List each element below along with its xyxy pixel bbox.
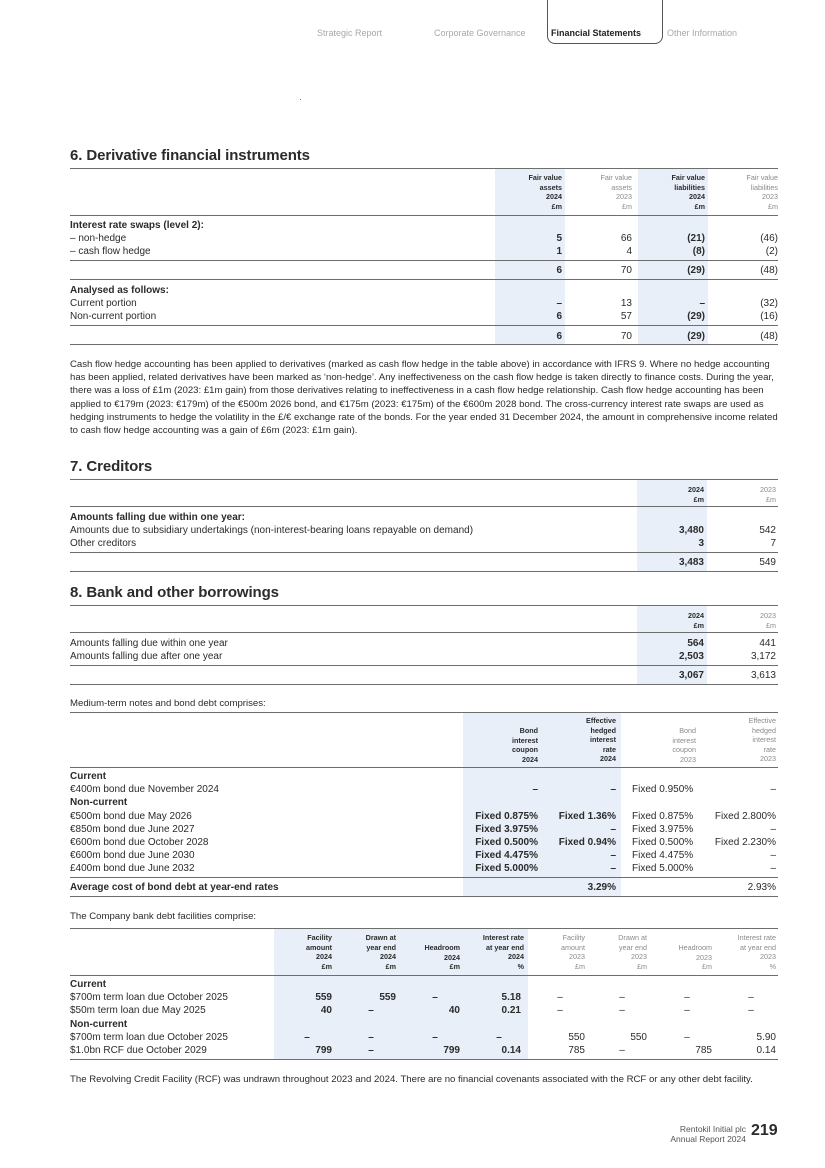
row-label: $50m term loan due May 2025 — [70, 1005, 206, 1016]
cell-value: – — [770, 824, 776, 835]
column-header: Interest rate at year end 2024 % — [482, 933, 524, 971]
row-label: Amounts falling due within one year — [70, 638, 228, 649]
column-header: Fair value liabilities 2023 £m — [746, 173, 778, 211]
cell-value: Fixed 0.875% — [475, 811, 538, 822]
cell-value: – — [748, 1005, 754, 1016]
cell-value: – — [368, 1032, 374, 1043]
cell-value: 799 — [315, 1045, 332, 1056]
average-cost-label: Average cost of bond debt at year-end rates — [70, 882, 279, 893]
rule — [70, 767, 778, 768]
cell-value: – — [619, 1005, 625, 1016]
cell-value: 550 — [568, 1032, 585, 1043]
cell-value: – — [770, 784, 776, 795]
cell-value: (16) — [760, 311, 778, 322]
cell-value: 564 — [687, 638, 704, 649]
row-label: Current portion — [70, 298, 137, 309]
cell-value: 70 — [620, 265, 632, 276]
cell-value: 40 — [448, 1005, 460, 1016]
cell-value: 4 — [626, 246, 632, 257]
cell-value: – — [496, 1032, 502, 1043]
column-header: 2023 £m — [760, 485, 776, 504]
row-heading: Analysed as follows: — [70, 285, 169, 296]
cell-value: 3 — [698, 538, 704, 549]
row-label: Other creditors — [70, 538, 137, 549]
column-header: Effective hedged interest rate 2023 — [748, 716, 776, 764]
derivatives-paragraph: Cash flow hedge accounting has been applied to derivatives (marked as cash flow hedge in the table above) in accordance with IFRS 9. Where no hedge accounting has been applied, related derivatives have been marked as ‘non-hedge’. Any ineffectiveness on the cash flow hedge is taken directly to finance costs. During the year, there was a loss of £1m (2023: £1m gain) from those derivatives relating to ineffectiveness in a cash flow hedge relationship. Cash flow hedge accounting has been applied to €179m (2023: €179m) of the €500m 2026 bond, and €175m (2023: €175m) of the €600m 2028 bond. The cross-currency interest rate swaps are used as hedging instruments to hedge the volatility in the £/€ exchange rate of the bonds. For the year ended 31 December 2024, the amount in comprehensive income related to cash flow hedge accounting was a gain of £6m (2023: £1m gain). — [70, 359, 778, 437]
average-cost-2023: 2.93% — [747, 882, 776, 893]
rule — [70, 1059, 778, 1060]
column-header: Drawn at year end 2023 £m — [618, 933, 647, 971]
cell-value: 1 — [556, 246, 562, 257]
cell-value: – — [748, 992, 754, 1003]
rule — [70, 215, 778, 216]
tab-financial-statements[interactable]: Financial Statements — [551, 28, 642, 38]
footer-company: Rentokil Initial plc — [679, 1124, 746, 1134]
cell-value: – — [684, 1032, 690, 1043]
cell-value: (8) — [692, 246, 705, 257]
cell-value: 13 — [620, 298, 632, 309]
cell-value: – — [532, 784, 538, 795]
average-cost-2024: 3.29% — [587, 882, 616, 893]
top-navigation — [0, 0, 825, 46]
row-heading: Current — [70, 979, 107, 990]
cell-value: – — [557, 992, 563, 1003]
cell-value: 559 — [379, 992, 396, 1003]
cell-value: 550 — [630, 1032, 647, 1043]
cell-value: 3,480 — [678, 525, 704, 536]
facilities-intro: The Company bank debt facilities comprise: — [70, 911, 257, 922]
cell-value: 6 — [556, 331, 562, 342]
page-number: 219 — [751, 1122, 778, 1139]
rule — [70, 279, 778, 280]
cell-value: 542 — [759, 525, 776, 536]
column-header: Bond interest coupon 2023 — [672, 726, 696, 764]
cell-value: 0.14 — [756, 1045, 776, 1056]
row-label: €400m bond due November 2024 — [70, 784, 219, 795]
column-header: Facility amount 2024 £m — [306, 933, 332, 971]
column-header: Drawn at year end 2024 £m — [365, 933, 396, 971]
facilities-note: The Revolving Credit Facility (RCF) was undrawn throughout 2023 and 2024. There are no financial covenants associated with the RCF or any other debt facility. — [70, 1074, 753, 1085]
cell-value: 559 — [315, 992, 332, 1003]
cell-value: – — [610, 850, 616, 861]
row-label: – non-hedge — [70, 233, 127, 244]
cell-value: – — [432, 992, 438, 1003]
cell-value: – — [770, 863, 776, 874]
cell-value: Fixed 0.875% — [632, 811, 694, 822]
cell-value: 785 — [568, 1045, 585, 1056]
section-title-derivatives: 6. Derivative financial instruments — [70, 147, 310, 164]
cell-value: 0.21 — [501, 1005, 521, 1016]
cell-value: 3,172 — [750, 651, 776, 662]
row-heading: Interest rate swaps (level 2): — [70, 220, 204, 231]
cell-value: Fixed 0.500% — [475, 837, 538, 848]
column-header: Interest rate at year end 2023 % — [737, 933, 776, 971]
cell-value: – — [610, 863, 616, 874]
row-label: – cash flow hedge — [70, 246, 151, 257]
cell-value: 3,067 — [678, 670, 704, 681]
cell-value: (29) — [687, 331, 705, 342]
column-header: Headroom 2023 £m — [678, 943, 712, 972]
cell-value: 6 — [556, 265, 562, 276]
cell-value: 3,613 — [750, 670, 776, 681]
row-label: $700m term loan due October 2025 — [70, 992, 228, 1003]
cell-value: 785 — [695, 1045, 712, 1056]
tab-corporate-governance[interactable]: Corporate Governance — [434, 28, 526, 38]
rule — [70, 712, 778, 713]
cell-value: 3,483 — [678, 557, 704, 568]
cell-value: (48) — [760, 331, 778, 342]
column-header: Bond interest coupon 2024 — [512, 726, 538, 764]
cell-value: (29) — [687, 311, 705, 322]
cell-value: Fixed 4.475% — [475, 850, 538, 861]
column-header: Fair value liabilities 2024 £m — [671, 173, 705, 211]
bonds-intro: Medium-term notes and bond debt comprises: — [70, 698, 266, 709]
cell-value: 2,503 — [678, 651, 704, 662]
rule — [70, 877, 778, 878]
rule — [70, 344, 778, 345]
rule — [70, 552, 778, 553]
cell-value: (21) — [687, 233, 705, 244]
row-label: Amounts falling due after one year — [70, 651, 223, 662]
cell-value: Fixed 3.975% — [475, 824, 538, 835]
cell-value: 70 — [620, 331, 632, 342]
column-header: Facility amount 2023 £m — [561, 933, 585, 971]
cell-value: – — [368, 1005, 374, 1016]
row-heading: Non-current — [70, 797, 128, 808]
cell-value: – — [699, 298, 705, 309]
cell-value: Fixed 5.000% — [475, 863, 538, 874]
footer-report: Annual Report 2024 — [670, 1134, 746, 1144]
column-header: 2023 £m — [760, 611, 776, 630]
cell-value: 57 — [620, 311, 632, 322]
column-header: 2024 £m — [688, 611, 704, 630]
column-header: Effective hedged interest rate 2024 — [586, 716, 616, 764]
column-header: Fair value assets 2023 £m — [600, 173, 632, 211]
cell-value: 549 — [759, 557, 776, 568]
cell-value: – — [368, 1045, 374, 1056]
row-label: €600m bond due October 2028 — [70, 837, 209, 848]
cell-value: Fixed 0.950% — [632, 784, 694, 795]
cell-value: Fixed 5.000% — [632, 863, 694, 874]
cell-value: 7 — [770, 538, 776, 549]
row-label: €850m bond due June 2027 — [70, 824, 195, 835]
cell-value: – — [610, 824, 616, 835]
cell-value: 5.18 — [501, 992, 521, 1003]
tab-other-information[interactable]: Other Information — [667, 28, 738, 38]
cell-value: Fixed 0.94% — [558, 837, 616, 848]
section-title-creditors: 7. Creditors — [70, 458, 153, 475]
rule — [70, 665, 778, 666]
cell-value: – — [610, 784, 616, 795]
row-label: €600m bond due June 2030 — [70, 850, 195, 861]
row-label: $1.0bn RCF due October 2029 — [70, 1045, 207, 1056]
cell-value: 5.90 — [756, 1032, 776, 1043]
cell-value: Fixed 3.975% — [632, 824, 694, 835]
cell-value: 441 — [759, 638, 776, 649]
rule — [70, 632, 778, 633]
rule — [70, 260, 778, 261]
row-label: Amounts due to subsidiary undertakings (non-interest-bearing loans repayable on demand) — [70, 525, 474, 536]
row-label: £400m bond due June 2032 — [70, 863, 195, 874]
cell-value: 6 — [556, 311, 562, 322]
rule — [70, 506, 778, 507]
cell-value: – — [684, 1005, 690, 1016]
cell-value: 40 — [320, 1005, 332, 1016]
cell-value: Fixed 4.475% — [632, 850, 694, 861]
rule — [70, 975, 778, 976]
rule — [70, 571, 778, 572]
cell-value: Fixed 2.230% — [714, 837, 776, 848]
section-title-borrowings: 8. Bank and other borrowings — [70, 584, 279, 601]
cell-value: 5 — [556, 233, 562, 244]
cell-value: (46) — [760, 233, 778, 244]
cell-value: 66 — [620, 233, 632, 244]
rule — [70, 684, 778, 685]
column-header: 2024 £m — [688, 485, 704, 504]
column-header: Fair value assets 2024 £m — [528, 173, 562, 211]
cell-value: Fixed 2.800% — [714, 811, 776, 822]
column-header: Headroom 2024 £m — [424, 943, 460, 972]
stray-dot — [300, 99, 301, 100]
row-heading: Amounts falling due within one year: — [70, 512, 246, 523]
cell-value: Fixed 1.36% — [558, 811, 616, 822]
cell-value: – — [619, 1045, 625, 1056]
cell-value: (48) — [760, 265, 778, 276]
tab-strategic-report[interactable]: Strategic Report — [317, 28, 383, 38]
cell-value: 799 — [443, 1045, 460, 1056]
row-heading: Current — [70, 771, 107, 782]
cell-value: (32) — [760, 298, 778, 309]
cell-value: – — [556, 298, 562, 309]
cell-value: (29) — [687, 265, 705, 276]
cell-value: 0.14 — [501, 1045, 521, 1056]
cell-value: – — [619, 992, 625, 1003]
cell-value: Fixed 0.500% — [632, 837, 694, 848]
cell-value: – — [684, 992, 690, 1003]
rule — [70, 325, 778, 326]
row-label: €500m bond due May 2026 — [70, 811, 192, 822]
cell-value: – — [770, 850, 776, 861]
cell-value: – — [304, 1032, 310, 1043]
row-label: $700m term loan due October 2025 — [70, 1032, 228, 1043]
row-label: Non-current portion — [70, 311, 157, 322]
cell-value: (2) — [765, 246, 778, 257]
row-heading: Non-current — [70, 1019, 128, 1030]
rule — [70, 896, 778, 897]
cell-value: – — [432, 1032, 438, 1043]
cell-value: – — [557, 1005, 563, 1016]
